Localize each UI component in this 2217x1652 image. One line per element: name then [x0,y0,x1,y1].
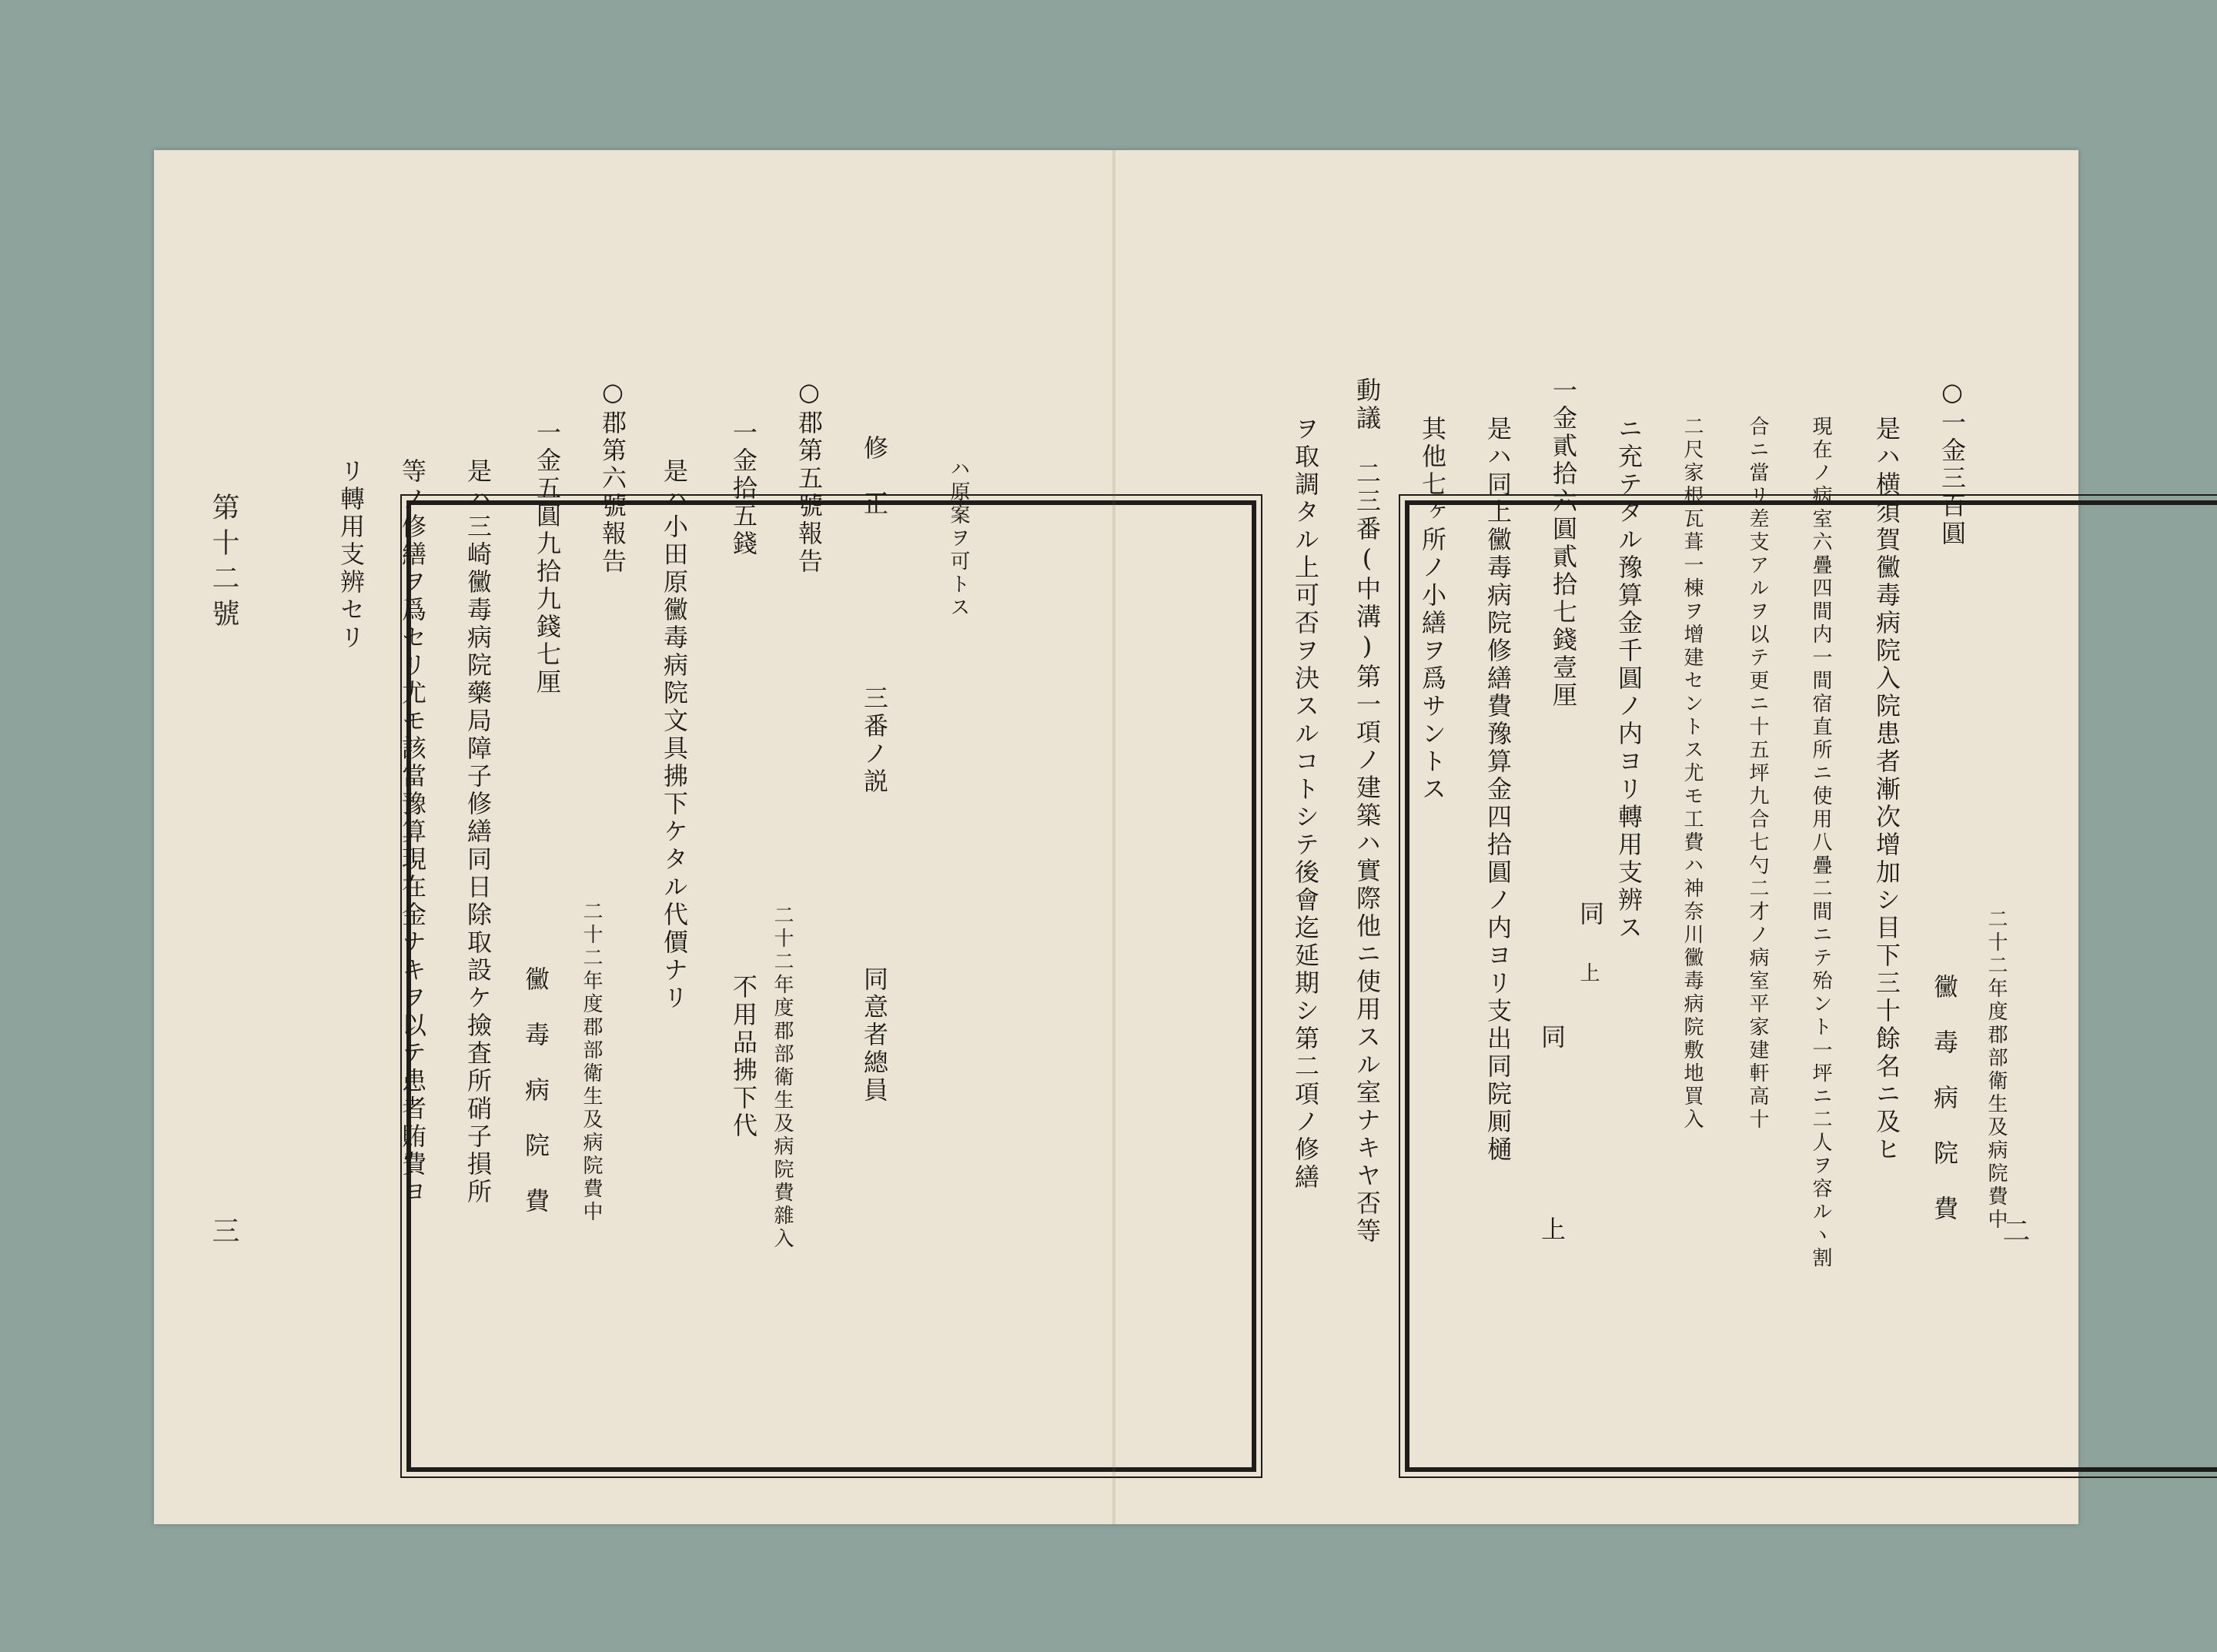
left-col-6: 是ハ小田原黴毒病院文具拂下ケタル代價ナリ [660,458,689,1012]
right-col-1-b: 二十二年度郡部衛生及病院費中 [1985,908,2008,1232]
left-col-1: ハ原案ヲ可トス [947,458,970,620]
left-col-8-a: 一金五圓九拾九錢七厘 [533,420,562,697]
left-col-2-c: 同意者總員 [860,966,889,1105]
left-col-8-b: 二十二年度郡部衛生及病院費中 [580,901,603,1224]
left-page-header: 第十二號 [208,493,239,634]
left-col-12: リ轉用支辨セリ [336,458,366,652]
left-col-3: ○郡第五號報告 [794,377,824,576]
left-col-11: 等ノ修繕ヲ爲セリ尤モ該當豫算現在金ナキヲ以テ患者賄費ヨ [398,458,427,1206]
left-col-7: ○郡第六號報告 [598,377,627,576]
right-col-7-b: 同 [1576,901,1605,928]
right-col-7-e: 上 [1537,1216,1567,1244]
right-col-9: 其他七ヶ所ノ小繕ヲ爲サントス [1418,416,1447,804]
right-col-10: 動議 二三番(中溝)第一項ノ建築ハ實際他ニ使用スル室ナキヤ否等 [1353,377,1382,1246]
left-page-number: 三 [208,1216,239,1252]
right-col-1-c: 黴 毒 病 院 費 [1930,974,1959,1223]
right-col-3: 現在ノ病室六疊四間内一間宿直所ニ使用八疊二間ニテ殆ント一坪ニ二人ヲ容ルヽ割 [1809,416,1832,1270]
left-col-2-a: 修 正 [860,435,889,518]
right-page-number: 二 [1998,1216,2030,1252]
right-col-2: 是ハ横須賀黴毒病院入院患者漸次增加シ目下三十餘名ニ及ヒ [1872,416,1901,1164]
book-spread [154,150,2078,1524]
left-col-4-a: 一金拾五錢 [729,420,758,558]
right-col-6: ニ充テタル豫算金千圓ノ内ヨリ轉用支辨ス [1614,416,1644,942]
right-col-7-c: 上 [1577,962,1600,985]
right-col-4: 合ニ當リ差支アルヲ以テ更ニ十五坪九合七勺二才ノ病室平家建軒高十 [1746,416,1769,1132]
right-col-5: 二尺家根瓦葺一棟ヲ增建セントス尤モ工費ハ神奈川黴毒病院敷地買入 [1680,416,1704,1132]
right-col-11: ヲ取調タル上可否ヲ決スルコトシテ後會迄延期シ第二項ノ修繕 [1291,416,1320,1192]
left-col-10: 是ハ三崎黴毒病院藥局障子修繕同日除取設ケ撿査所硝子損所 [463,458,493,1206]
left-col-5-a: 不用品拂下代 [729,974,758,1140]
right-col-7-a: 一金貳拾六圓貳拾七錢壹厘 [1549,377,1578,710]
right-col-8: 是ハ同上黴毒病院修繕費豫算金四拾圓ノ内ヨリ支出同院厠樋 [1483,416,1513,1164]
left-col-4-b: 二十二年度郡部衛生及病院費雜入 [771,905,794,1251]
right-col-1-a: ○一金三百圓 [1938,377,1967,548]
left-col-9-a: 黴 毒 病 院 費 [521,966,550,1216]
left-col-2-b: 三番ノ説 [860,685,889,796]
right-col-7-d: 同 [1537,1024,1567,1052]
